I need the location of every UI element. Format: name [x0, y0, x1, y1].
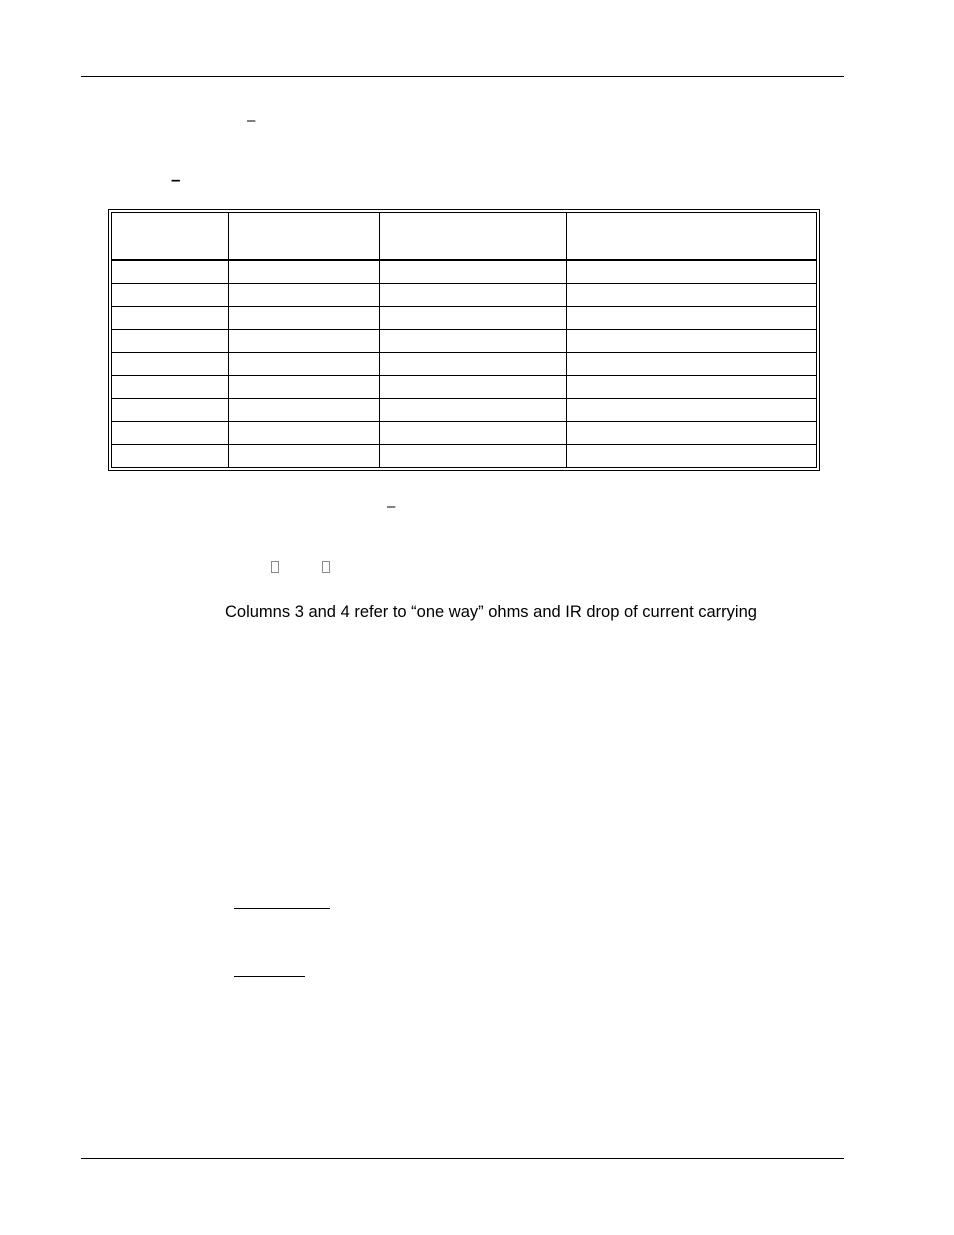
- underline-mark-1: [234, 908, 330, 909]
- table-row: [112, 376, 817, 399]
- table-cell: [112, 260, 229, 284]
- table-note: Columns 3 and 4 refer to “one way” ohms and IR drop of current carrying: [225, 603, 757, 621]
- table-row: [112, 399, 817, 422]
- table-cell: [566, 330, 816, 353]
- table-cell: [380, 376, 566, 399]
- table-cell: [112, 445, 229, 468]
- table-cell: [566, 399, 816, 422]
- table-row: [112, 353, 817, 376]
- table-cell: [380, 399, 566, 422]
- table-cell: [566, 260, 816, 284]
- table-cell: [229, 353, 380, 376]
- table-cell: [566, 376, 816, 399]
- data-table: [108, 209, 820, 471]
- table-cell: [229, 330, 380, 353]
- table-cell: [112, 422, 229, 445]
- table-cell: [380, 260, 566, 284]
- table-header-cell: [566, 213, 816, 261]
- table-cell: [566, 353, 816, 376]
- dash-mark-1: –: [247, 112, 256, 129]
- table-row: [112, 284, 817, 307]
- table-cell: [229, 445, 380, 468]
- table-cell: [112, 330, 229, 353]
- table-header-cell: [229, 213, 380, 261]
- table-cell: [112, 307, 229, 330]
- table-row: [112, 422, 817, 445]
- table-cell: [380, 330, 566, 353]
- table-cell: [380, 307, 566, 330]
- table-header-cell: [380, 213, 566, 261]
- footer-rule: [81, 1158, 844, 1159]
- table-cell: [566, 284, 816, 307]
- table-cell: [380, 353, 566, 376]
- header-rule: [81, 76, 844, 77]
- table-cell: [380, 284, 566, 307]
- table-cell: [229, 260, 380, 284]
- table-cell: [566, 307, 816, 330]
- table-cell: [229, 307, 380, 330]
- missing-glyph-icon: [271, 561, 279, 573]
- table-row: [112, 260, 817, 284]
- table-row: [112, 307, 817, 330]
- underline-mark-2: [234, 976, 305, 977]
- table-header-row: [112, 213, 817, 261]
- table-cell: [112, 399, 229, 422]
- table-cell: [380, 445, 566, 468]
- table-cell: [112, 284, 229, 307]
- table-cell: [229, 376, 380, 399]
- missing-glyph-icon: [322, 561, 330, 573]
- table-cell: [380, 422, 566, 445]
- table-cell: [112, 353, 229, 376]
- table-cell: [229, 399, 380, 422]
- dash-mark-2: –: [171, 170, 181, 189]
- table-row: [112, 330, 817, 353]
- dash-mark-3: –: [387, 498, 396, 515]
- table-cell: [566, 445, 816, 468]
- table-cell: [112, 376, 229, 399]
- table-row: [112, 445, 817, 468]
- table-header-cell: [112, 213, 229, 261]
- table-cell: [229, 422, 380, 445]
- data-table-grid: [111, 212, 817, 468]
- table-cell: [566, 422, 816, 445]
- table-cell: [229, 284, 380, 307]
